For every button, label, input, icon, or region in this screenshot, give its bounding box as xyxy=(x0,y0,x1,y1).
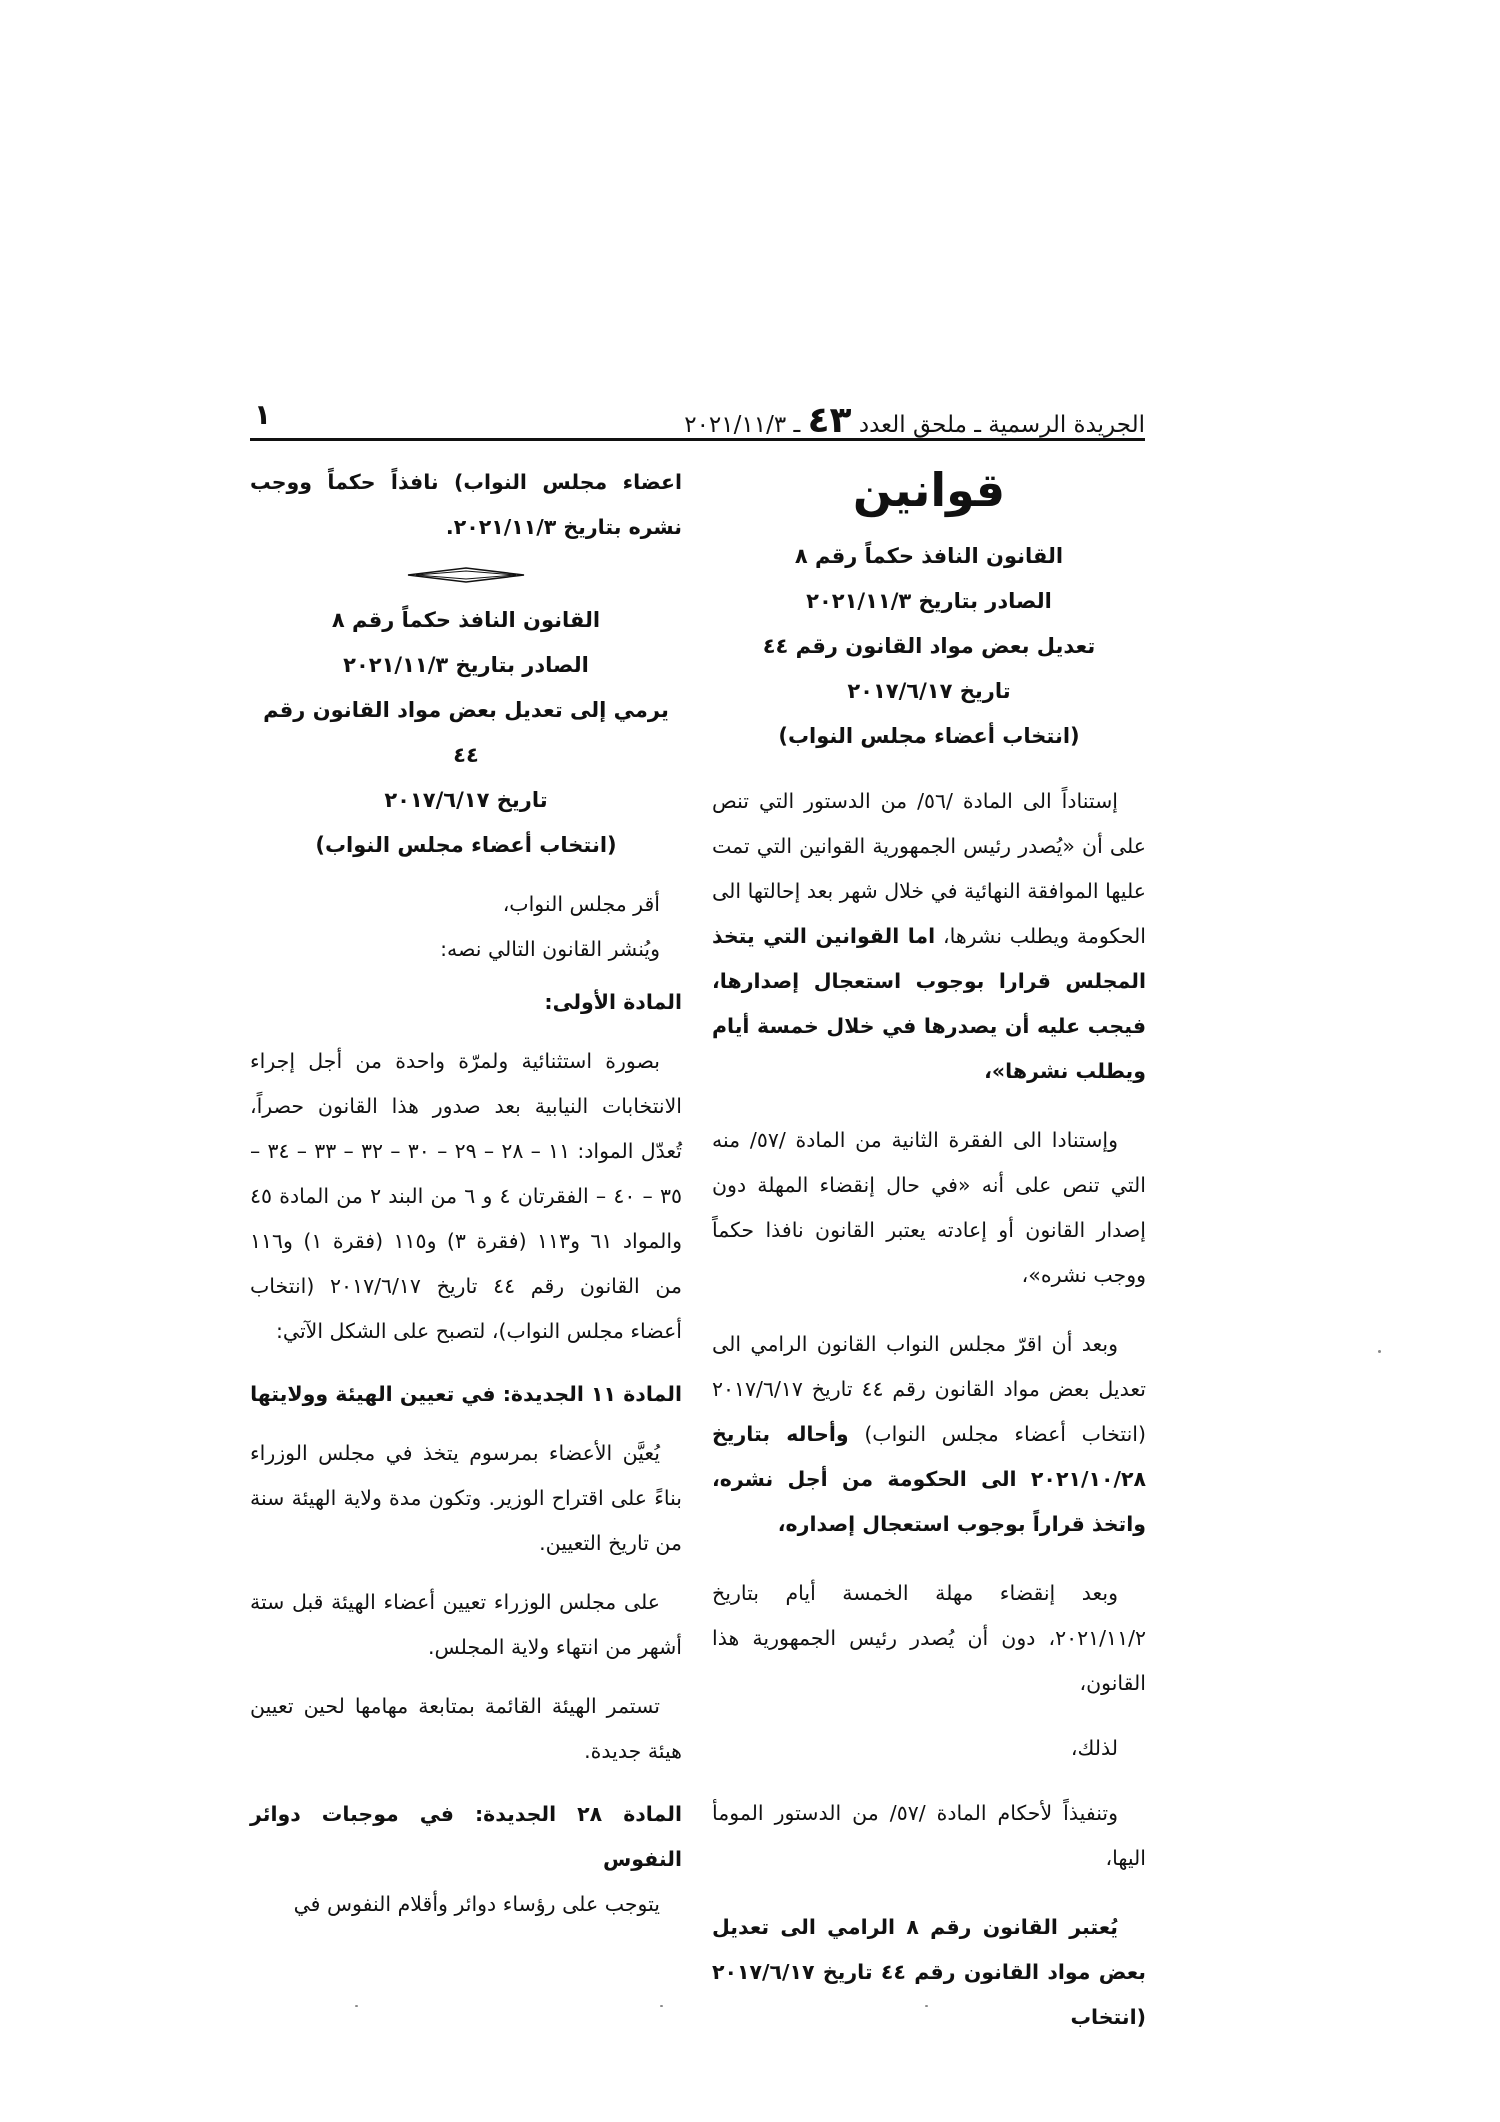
paragraph: لذلك، xyxy=(1070,1736,1118,1760)
paragraph: وبعد إنقضاء مهلة الخمسة أيام بتاريخ ٢٠٢١/١١/٢، دون أن يُصدر رئيس الجمهورية هذا القانون، xyxy=(712,1581,1146,1695)
law-title-line-1: القانون النافذ حكماً رقم ٨ xyxy=(331,608,601,632)
law-title-line-4: تاريخ ٢٠١٧/٦/١٧ xyxy=(384,788,548,812)
paragraph: وتنفيذاً لأحكام المادة /٥٧/ من الدستور المومأ اليها، xyxy=(712,1801,1146,1870)
gazette-title xyxy=(684,400,1145,441)
article-title: المادة ١١ الجديدة: في تعيين الهيئة وولايتها xyxy=(250,1382,682,1406)
scan-speck xyxy=(660,2005,663,2007)
paragraph xyxy=(712,1322,1146,1547)
continuation-text: اعضاء مجلس النواب) نافذاً حكماً ووجب نشره بتاريخ ٢٠٢١/١١/٣. xyxy=(250,470,682,539)
law-title-line-2: الصادر بتاريخ ٢٠٢١/١١/٣ xyxy=(806,589,1052,613)
right-column xyxy=(712,460,1146,2040)
paragraph: يتوجب على رؤساء دوائر وأقلام النفوس في xyxy=(293,1892,660,1916)
gazette-title-prefix: الجريدة الرسمية ـ ملحق العدد xyxy=(858,412,1145,438)
law-title-line-5: (انتخاب أعضاء مجلس النواب) xyxy=(778,724,1080,748)
paragraph-bold-text: اما القوانين التي يتخذ المجلس قرارا بوجوب استعجال إصدارها، فيجب عليه أن يصدرها في خلال خمسة أيام ويطلب نشرها»، xyxy=(712,924,1146,1083)
paragraph-text: إستناداً الى المادة /٥٦/ من الدستور التي تنص على أن «يُصدر رئيس الجمهورية القوانين التي تمت عليها الموافقة النهائية في خلال شهر بعد إحالتها الى الحكومة ويطلب نشرها، xyxy=(712,789,1146,948)
scan-speck xyxy=(1378,1350,1381,1353)
paragraph-bold-text: وأحاله بتاريخ ٢٠٢١/١٠/٢٨ الى الحكومة من أجل نشره، واتخذ قراراً بوجوب استعجال إصداره، xyxy=(712,1422,1146,1536)
paragraph: يُعتبر القانون رقم ٨ الرامي الى تعديل بعض مواد القانون رقم ٤٤ تاريخ ٢٠١٧/٦/١٧ (انتخاب xyxy=(712,1915,1146,2029)
law-title-line-2: الصادر بتاريخ ٢٠٢١/١١/٣ xyxy=(343,653,589,677)
article-title: المادة ٢٨ الجديدة: في موجبات دوائر النفوس xyxy=(250,1802,682,1871)
law-title-line-3: يرمي إلى تعديل بعض مواد القانون رقم ٤٤ xyxy=(263,698,669,767)
paragraph: يُعيَّن الأعضاء بمرسوم يتخذ في مجلس الوزراء بناءً على اقتراح الوزير. وتكون مدة ولاية الهيئة سنة من تاريخ التعيين. xyxy=(250,1441,682,1555)
paragraph-text: وبعد أن اقرّ مجلس النواب القانون الرامي الى تعديل بعض مواد القانون رقم ٤٤ تاريخ ٢٠١٧/٦/١٧ (انتخاب أعضاء مجلس النواب) xyxy=(712,1332,1146,1446)
law-title-line-3: تعديل بعض مواد القانون رقم ٤٤ xyxy=(762,634,1096,658)
left-column xyxy=(250,460,682,1927)
enactment-line: أقر مجلس النواب، xyxy=(502,892,660,916)
law-title-line-4: تاريخ ٢٠١٧/٦/١٧ xyxy=(847,679,1011,703)
page-header xyxy=(250,398,1145,441)
enactment-line: ويُنشر القانون التالي نصه: xyxy=(440,937,660,961)
paragraph: على مجلس الوزراء تعيين أعضاء الهيئة قبل ستة أشهر من انتهاء ولاية المجلس. xyxy=(250,1590,682,1659)
page-number: ١ xyxy=(254,398,272,431)
paragraph xyxy=(712,779,1146,1094)
paragraph: بصورة استثنائية ولمرّة واحدة من أجل إجراء الانتخابات النيابية بعد صدور هذا القانون حصراً، تُعدّل المواد: ١١ – ٢٨ – ٢٩ – ٣٠ – ٣٢ – ٣٣ – ٣٤ – ٣٥ – ٤٠ – الفقرتان ٤ و ٦ من البند ٢ من المادة ٤٥ والمواد ٦١ و١١٣ (فقرة ٣) و١١٥ (فقرة ١) و١١٦ من القانون رقم ٤٤ تاريخ ٢٠١٧/٦/١٧ (انتخاب أعضاء مجلس النواب)، لتصبح على الشكل الآتي: xyxy=(250,1049,682,1343)
gazette-date: ـ ٢٠٢١/١١/٣ xyxy=(684,412,801,438)
scan-speck xyxy=(355,2005,358,2007)
scan-speck xyxy=(925,2005,928,2007)
issue-number: ٤٣ xyxy=(807,400,852,441)
article-title: المادة الأولى: xyxy=(544,990,682,1014)
section-heading: قوانين xyxy=(852,463,1006,517)
diamond-separator xyxy=(406,566,526,584)
law-title-line-5: (انتخاب أعضاء مجلس النواب) xyxy=(315,833,617,857)
paragraph: تستمر الهيئة القائمة بمتابعة مهامها لحين تعيين هيئة جديدة. xyxy=(250,1694,682,1763)
paragraph: وإستنادا الى الفقرة الثانية من المادة /٥٧/ منه التي تنص على أنه «في حال إنقضاء المهلة دون إصدار القانون أو إعادته يعتبر القانون نافذا حكماً ووجب نشره»، xyxy=(712,1128,1146,1287)
law-title-line-1: القانون النافذ حكماً رقم ٨ xyxy=(794,544,1064,568)
